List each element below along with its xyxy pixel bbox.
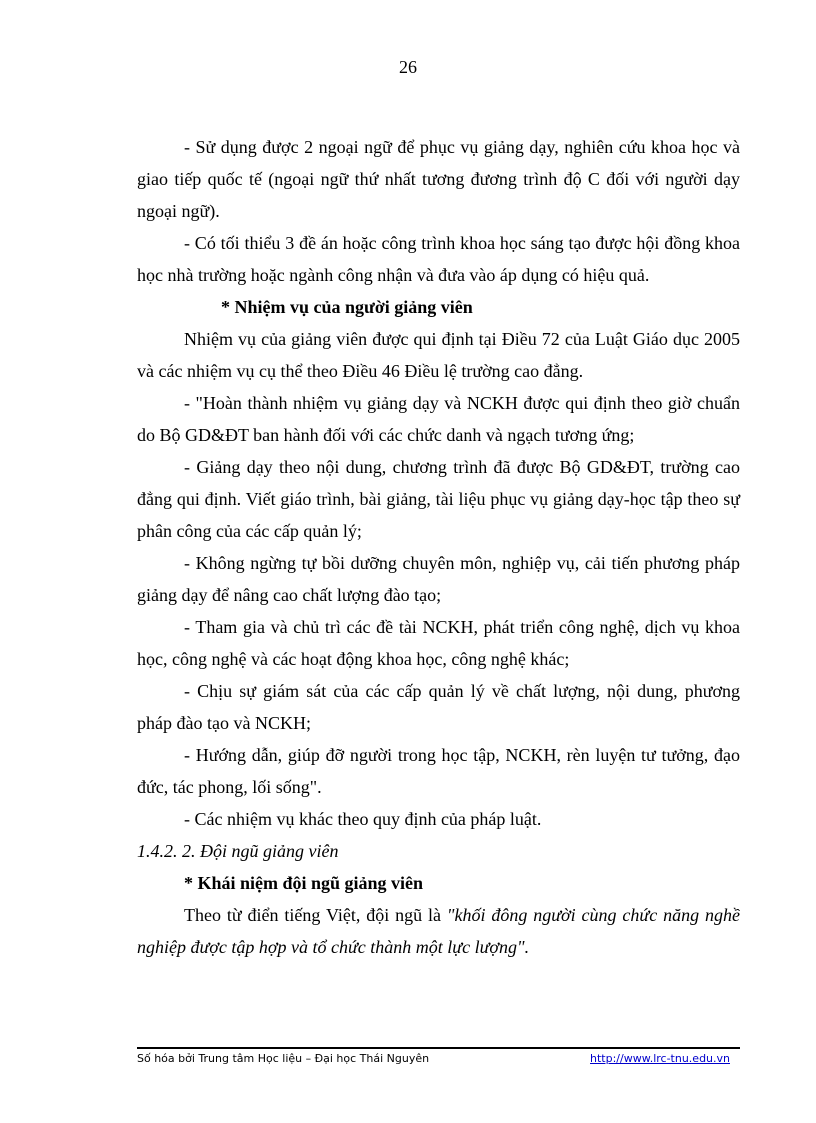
definition-lead: Theo từ điển tiếng Việt, đội ngũ là bbox=[184, 905, 447, 925]
definition-quote: "khối đông người cùng chức năng nghề nghiệp được tập hợp và tổ chức thành một lực lượng". bbox=[137, 905, 740, 957]
paragraph: - Giảng dạy theo nội dung, chương trình đã được Bộ GD&ĐT, trường cao đẳng qui định. Viết giáo trình, bài giảng, tài liệu phục vụ giảng dạy-học tập theo sự phân công của các cấp quản lý; bbox=[137, 457, 740, 541]
document-body bbox=[137, 131, 740, 963]
paragraph: - Tham gia và chủ trì các đề tài NCKH, phát triển công nghệ, dịch vụ khoa học, công nghệ và các hoạt động khoa học, công nghệ khác; bbox=[137, 617, 740, 669]
footer-divider bbox=[137, 1047, 740, 1049]
page-number: 26 bbox=[399, 57, 417, 77]
footer-link[interactable]: http://www.lrc-tnu.edu.vn bbox=[590, 1052, 730, 1065]
paragraph: - Sử dụng được 2 ngoại ngữ để phục vụ giảng dạy, nghiên cứu khoa học và giao tiếp quốc tế (ngoại ngữ thứ nhất tương đương trình độ C đối với người dạy ngoại ngữ). bbox=[137, 137, 740, 221]
paragraph: - "Hoàn thành nhiệm vụ giảng dạy và NCKH được qui định theo giờ chuẩn do Bộ GD&ĐT ban hành đối với các chức danh và ngạch tương ứng; bbox=[137, 393, 740, 445]
footer-credit: Số hóa bởi Trung tâm Học liệu – Đại học Thái Nguyên bbox=[137, 1052, 430, 1065]
paragraph: - Hướng dẫn, giúp đỡ người trong học tập, NCKH, rèn luyện tư tưởng, đạo đức, tác phong, lối sống". bbox=[137, 745, 740, 797]
paragraph: - Có tối thiểu 3 đề án hoặc công trình khoa học sáng tạo được hội đồng khoa học nhà trường hoặc ngành công nhận và đưa vào áp dụng có hiệu quả. bbox=[137, 233, 740, 285]
paragraph: - Không ngừng tự bồi dưỡng chuyên môn, nghiệp vụ, cải tiến phương pháp giảng dạy để nâng cao chất lượng đào tạo; bbox=[137, 553, 740, 605]
heading-concept: * Khái niệm đội ngũ giảng viên bbox=[184, 873, 424, 893]
paragraph: Nhiệm vụ của giảng viên được qui định tại Điều 72 của Luật Giáo dục 2005 và các nhiệm vụ cụ thể theo Điều 46 Điều lệ trường cao đẳng. bbox=[137, 329, 740, 381]
paragraph-definition bbox=[137, 899, 740, 963]
paragraph: - Các nhiệm vụ khác theo quy định của pháp luật. bbox=[184, 809, 542, 829]
section-title: 1.4.2. 2. Đội ngũ giảng viên bbox=[137, 841, 339, 861]
paragraph: - Chịu sự giám sát của các cấp quản lý về chất lượng, nội dung, phương pháp đào tạo và NCKH; bbox=[137, 681, 740, 733]
heading-duties: * Nhiệm vụ của người giảng viên bbox=[221, 297, 473, 317]
